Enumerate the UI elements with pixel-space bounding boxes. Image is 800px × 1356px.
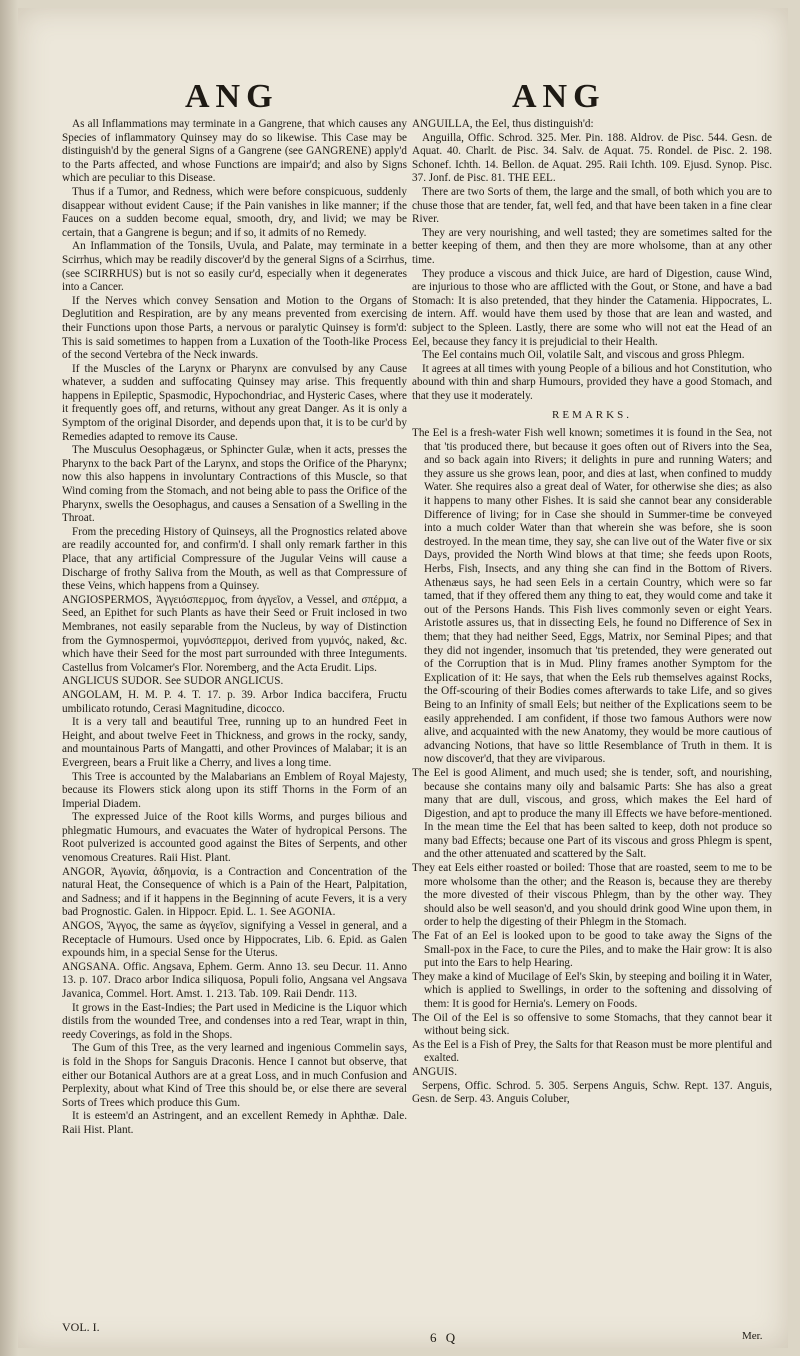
- left-column-paragraph: The expressed Juice of the Root kills Worms, and purges bilious and phlegmatic Humours, and evacuates the Water of hydropical Persons. The Root pulverized is accounted good against the Bites of Serpents, and other venomous Creatures. Raii Hist. Plant.: [62, 811, 407, 865]
- left-column-paragraph: ANGOS, Ἄγγος, the same as ἀγγεῖον, signifying a Vessel in general, and a Receptacle of Humours. Used once by Hippocrates, Lib. 6. Epid. as Galen expounds him, in a special Sense for the Uterus.: [62, 920, 407, 960]
- left-column-paragraph: It is esteem'd an Astringent, and an excellent Remedy in Aphthæ. Dale. Raii Hist. Plant.: [62, 1110, 407, 1136]
- running-head-left: ANG: [185, 78, 279, 115]
- right-column-paragraph: They make a kind of Mucilage of Eel's Skin, by steeping and boiling it in Water, which is applied to Swellings, in order to the softening and dissolving of them: It is good for Hernia's. Lemery on Foods.: [412, 970, 772, 1010]
- left-column-paragraph: ANGLICUS SUDOR. See SUDOR ANGLICUS.: [62, 675, 284, 688]
- right-column-paragraph: ANGUILLA, the Eel, thus distinguish'd:: [412, 118, 594, 130]
- left-column-paragraph: If the Nerves which convey Sensation and Motion to the Organs of Deglutition and Respiration, are by any means prevented from exercising their Functions upon those Parts, a nervous or paralytic Quinsey is form'd: This is said sometimes to happen from a Luxation of the Tooth-like Process of the second Vertebra of the Neck inwards.: [62, 294, 407, 362]
- right-column-paragraph: The Fat of an Eel is looked upon to be good to take away the Signs of the Small-pox in the Face, to cure the Piles, and to make the Hair grow: It is also put into the Ears to help Hearing.: [412, 930, 772, 970]
- running-head-right: ANG: [512, 78, 606, 115]
- left-column-paragraph: Thus if a Tumor, and Redness, which were before conspicuous, suddenly disappear without evident Cause; if the Pain vanishes in like manner; if the Fauces on a sudden become equal, smooth, dry, and livid; we may be certain, that a Gangrene is begun; and if so, it admits of no Remedy.: [62, 185, 407, 239]
- left-column-paragraph: ANGIOSPERMOS, Ἀγγειόσπερμος, from ἀγγεῖον, a Vessel, and σπέρμα, a Seed, an Epithet for such Plants as have their Seed or Fruit inclosed in two Membranes, not easily separable from the Nucleus, by way of Distinction from the Gymnospermoi, γυμνόσπερμοι, derived from γυμνός, naked, &c. which have their Seed for the most part surrounded with three Integuments. Castellus from Volcamer's Flor. Noremberg, and the Acta Erudit. Lips.: [62, 593, 407, 674]
- right-column-paragraph: Serpens, Offic. Schrod. 5. 305. Serpens Anguis, Schw. Rept. 137. Anguis, Gesn. de Serp. 43. Anguis Coluber,: [412, 1079, 772, 1106]
- right-column-paragraph: As the Eel is a Fish of Prey, the Salts for that Reason must be more plentiful and exalted.: [412, 1038, 772, 1065]
- right-column-paragraph: The Eel is good Aliment, and much used; she is tender, soft, and nourishing, because she contains many oily and balsamic Parts: She has also a great many that are dull, viscous, and gross, which makes the Eel hard of Digestion, and apt to produce the many ill Effects we have before-mentioned. In the mean time the Eel that has been salted to keep, doth not produce so many bad Effects; because one Part of its viscous and gross Phlegm is spent, and the other attenuated and scattered by the Salt.: [412, 766, 772, 861]
- left-column-paragraph: It is a very tall and beautiful Tree, running up to an hundred Feet in Height, and about twelve Feet in Thickness, and grows in the rocky, sandy, and mountainous Parts of Mangatti, and other Provinces of Malabar; it is an Evergreen, bears a Fruit like a Cherry, and lives a long time.: [62, 716, 407, 769]
- right-column-paragraph: Anguilla, Offic. Schrod. 325. Mer. Pin. 188. Aldrov. de Pisc. 544. Gesn. de Aquat. 40. Charlt. de Pisc. 34. Salv. de Aquat. 75. Rondel. de Pisc. 2. 198. Schonef. Ichth. 14. Bellon. de Aquat. 295. Raii Ichth. 109. Ejusd. Synop. Pisc. 37. Jonf. de Pisc. 81. THE EEL.: [412, 131, 772, 185]
- right-column-paragraph: The Eel contains much Oil, volatile Salt, and viscous and gross Phlegm.: [422, 349, 745, 362]
- right-column-paragraph: It agrees at all times with young People of a bilious and hot Constitution, who abound with thin and sharp Humours, provided they have a good Stomach, and that they use it moderately.: [412, 362, 772, 402]
- remarks-heading: REMARKS.: [552, 409, 632, 422]
- left-column-paragraph: ANGSANA. Offic. Angsava, Ephem. Germ. Anno 13. seu Decur. 11. Anno 13. p. 107. Draco arbor Indica siliquosa, Populi folio, Angsana vel Angsava Javanica, Commel. Hort. Amst. 1. 213. Tab. 109. Raii Dendr. 113.: [62, 960, 407, 1000]
- left-column-paragraph: The Gum of this Tree, as the very learned and ingenious Commelin says, is fold in the Shops for Sanguis Draconis. Hence I cannot but observe, that either our Botanical Authors are at a great Loss, and in much Confusion and Perplexity, about what Kind of Tree this should be, or else there are several Sorts of Trees which produce this Gum.: [62, 1042, 407, 1109]
- left-column-paragraph: ANGOR, Ἀγωνία, ἀδημονία, is a Contraction and Concentration of the natural Heat, the Consequence of which is a Pain of the Heart, Palpitation, and Sadness; and if it happens in the Beginning of acute Fevers, it is a very bad Prognostic. Galen. in Hippocr. Epid. L. 1. See AGONIA.: [62, 865, 407, 919]
- left-column: [62, 118, 407, 1138]
- catchword: Mer.: [742, 1330, 763, 1342]
- left-column-paragraph: ANGOLAM, H. M. P. 4. T. 17. p. 39. Arbor Indica baccifera, Fructu umbilicato rotundo, Cerasi Magnitudine, dicocco.: [62, 688, 407, 715]
- right-column-paragraph: They eat Eels either roasted or boiled: Those that are roasted, seem to me to be more wholsome than the other; and the Reason is, because they are thereby the more divested of their viscous Phlegm, than by the other way. They should also be well season'd, and you should drink good Wine upon them, in order to help the digesting of their Phlegm in the Stomach.: [412, 862, 772, 929]
- left-column-paragraph: The Musculus Oesophagæus, or Sphincter Gulæ, when it acts, presses the Pharynx to the back Part of the Larynx, and stops the Orifice of the Pharynx; now this also happens in involuntary Contractions of this Muscle, so that Wind coming from the Stomach, and not being able to pass the Orifice of the Pharynx, swells the Oesophagus, and causes a Sensation of a Swelling in the Throat.: [62, 444, 407, 525]
- left-column-paragraph: From the preceding History of Quinseys, all the Prognostics related above are readily accounted for, and confirm'd. I shall only remark farther in this Place, that any artificial Compressure of the Jugular Veins will cause a Discharge of frothy Saliva from the Mouth, as well as that Compressure of these Veins, which happens from a Quinsey.: [62, 525, 407, 593]
- right-column-paragraph: There are two Sorts of them, the large and the small, of both which you are to chuse those that are tender, fat, well fed, and that have been taken in a fine clear River.: [412, 185, 772, 226]
- left-column-paragraph: If the Muscles of the Larynx or Pharynx are convulsed by any Cause whatever, a sudden and suffocating Quinsey may arise. This frequently happens in Epileptic, Spasmodic, Hypochondriac, and Hysteric Cases, where it frequently goes off, and returns, without any great Danger. As it is only a Symptom of the original Disorder, and depends upon that, it is to be cur'd by Remedies adapted to remove its Cause.: [62, 362, 407, 443]
- right-column-paragraph: They are very nourishing, and well tasted; they are sometimes salted for the better keeping of them, and then they are more wholsome, than at any other time.: [412, 226, 772, 266]
- right-column-paragraph: ANGUIS.: [412, 1065, 458, 1078]
- left-column-paragraph: It grows in the East-Indies; the Part used in Medicine is the Liquor which distils from the wounded Tree, and condenses into a red Tear, wrapt in thin, reedy Coverings, as fold in the Shops.: [62, 1001, 407, 1041]
- right-column: [412, 118, 772, 1107]
- signature-mark: 6 Q: [430, 1330, 459, 1345]
- right-column-paragraph: They produce a viscous and thick Juice, are hard of Digestion, cause Wind, are injurious to those who are afflicted with the Gout, or Stone, and have a bad Stomach: It is also pretended, that they hinder the Catamenia. Hippocrates, L. de intern. Aff. would have them used by those that are lean and wasted, and subject to the Spleen. Lastly, there are some who will not eat the Head of an Eel, because they fancy it is prejudicial to their Health.: [412, 267, 772, 348]
- book-spine-shadow: [0, 0, 18, 1356]
- right-column-paragraph: The Eel is a fresh-water Fish well known; sometimes it is found in the Sea, not that 'tis produced there, but because it goes often out of Rivers into the Sea, and so back again into Rivers; it delights in pure and running Waters; and they assure us she grows lean, poor, and dies at last, when confined to muddy Water. She requires also a great deal of Water, for otherwise she dies; as also it happens to many other Fishes. It is said she cannot bear any considerable Difference of living; for in Case she should in Summer-time be conveyed into a much colder Water than that wherein she was before, she is soon destroyed. In the mean time, they say, she can live out of the Water five or six Days, provided the North Wind blows at that time; she feeds upon Roots, Herbs, Fish, Insects, and any thing she can find in the Bottom of Rivers. Athenæus says, he had seen Eels in a certain Country, which were so far tamed, that if they offered them any thing to eat, they would come and take it out of the Persons Hands. This Fish lives commonly seven or eight Years. Aristotle assures us, that in dissecting Eels, he found no Difference of Sex in them; that they had neither Seed, Eggs, Matrix, nor Seminal Pipes; and that they did not ingender, insomuch that 'tis pretended, they were generated out of the Corruption that is in Mud. Pliny frames another Symptom for the Explication of it: He says, that when the Eels rub themselves against Rocks, the Off-scouring of their Bodies comes afterwards to take Life, and so gives Being to an Infinity of small Eels; but neither of the Explications seem to be easily apprehended. I am confident, if those two famous Authors were now alive, and acquainted with the new Anatomy, they would be more cautious of advancing Notions, that have so little Resemblance of Truth in them. It is now discover'd, that they are viviparous.: [412, 427, 772, 766]
- left-column-paragraph: As all Inflammations may terminate in a Gangrene, that which causes any Species of inflammatory Quinsey may do so likewise. This Case may be distinguish'd by the general Signs of a Gangrene (see GANGRENE) apply'd to the Parts affected, and whose Functions are impair'd; and also by Signs which are peculiar to this Disease.: [62, 118, 407, 185]
- right-column-paragraph: The Oil of the Eel is so offensive to some Stomachs, that they cannot bear it without being sick.: [412, 1011, 772, 1038]
- left-column-paragraph: This Tree is accounted by the Malabarians an Emblem of Royal Majesty, because its Flowers stick along upon its stiff Thorns in the Form of an Imperial Diadem.: [62, 770, 407, 810]
- left-column-paragraph: An Inflammation of the Tonsils, Uvula, and Palate, may terminate in a Scirrhus, which may be readily discover'd by the general Signs of a Scirrhus, (see SCIRRHUS) but is not so easily cur'd, especially when it degenerates into a Cancer.: [62, 240, 407, 294]
- volume-label: VOL. I.: [62, 1320, 100, 1334]
